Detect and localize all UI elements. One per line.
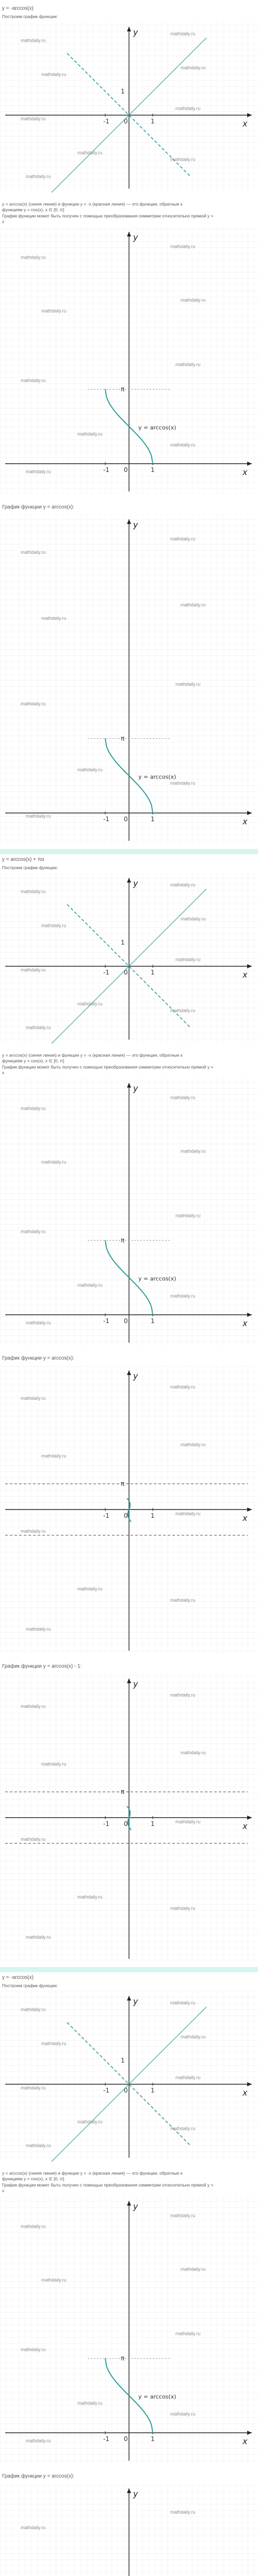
watermark: mathdaily.ru bbox=[181, 916, 206, 922]
watermark: mathdaily.ru bbox=[21, 255, 46, 260]
watermark: mathdaily.ru bbox=[41, 615, 67, 621]
x-tick-label: -1 bbox=[103, 2435, 109, 2443]
section-text: Построим график функции: bbox=[2, 14, 58, 19]
watermark: mathdaily.ru bbox=[170, 244, 196, 249]
graph-reflect-line bbox=[0, 22, 258, 193]
watermark: mathdaily.ru bbox=[21, 2224, 46, 2229]
x-tick-label: 1 bbox=[151, 2435, 155, 2443]
x-tick-label: -1 bbox=[103, 1512, 109, 1519]
y-tick-label: π bbox=[121, 2354, 125, 2362]
watermark: mathdaily.ru bbox=[77, 1282, 103, 1288]
section-8 bbox=[0, 2171, 258, 2464]
graph-arccos bbox=[0, 2196, 258, 2464]
watermark: mathdaily.ru bbox=[21, 116, 46, 122]
section-divider bbox=[0, 1967, 258, 1972]
x-axis-label: x bbox=[243, 467, 248, 477]
graph-tall bbox=[0, 2483, 258, 2576]
watermark: mathdaily.ru bbox=[175, 2331, 201, 2336]
watermark: mathdaily.ru bbox=[41, 923, 67, 928]
section-divider bbox=[0, 849, 258, 854]
watermark: mathdaily.ru bbox=[21, 378, 46, 383]
x-tick-label: -1 bbox=[103, 466, 109, 473]
section-text: Построим график функции: bbox=[2, 865, 58, 870]
watermark: mathdaily.ru bbox=[21, 1704, 46, 1709]
x-axis-label: x bbox=[243, 2436, 248, 2446]
x-tick-label: 0 bbox=[124, 969, 128, 976]
watermark: mathdaily.ru bbox=[41, 1159, 67, 1165]
x-axis-label: x bbox=[243, 1821, 248, 1831]
x-axis-label: x bbox=[243, 118, 248, 129]
y-axis-label: y bbox=[133, 878, 138, 888]
watermark: mathdaily.ru bbox=[175, 106, 201, 111]
watermark: mathdaily.ru bbox=[26, 813, 51, 819]
curve-label: y = arccos(x) bbox=[138, 773, 176, 781]
y-tick-label: π bbox=[121, 1480, 125, 1487]
watermark: mathdaily.ru bbox=[26, 469, 51, 474]
y-axis-label: y bbox=[133, 520, 138, 530]
section-heading: y = -arccos(x) bbox=[2, 1975, 34, 1980]
x-tick-label: 0 bbox=[124, 2435, 128, 2443]
x-axis-label: x bbox=[243, 1513, 248, 1523]
watermark: mathdaily.ru bbox=[26, 1935, 51, 1940]
watermark: mathdaily.ru bbox=[21, 2524, 46, 2530]
y-tick-label: 1 bbox=[121, 2057, 125, 2064]
section-text: y = arccos(x) (синяя линия) и функции y = -x (красная линия) — это функции, обратные к функциям y = cos(x), x ∈ [0, π] bbox=[2, 2171, 183, 2181]
x-tick-label: 1 bbox=[151, 969, 155, 976]
section-heading: График функции y = arccos(x): bbox=[2, 1355, 74, 1361]
section-5 bbox=[0, 1355, 258, 1654]
watermark: mathdaily.ru bbox=[41, 1453, 67, 1459]
section-heading: y = arccos(x) + πα bbox=[2, 857, 44, 862]
x-tick-label: 1 bbox=[151, 1317, 155, 1325]
watermark: mathdaily.ru bbox=[170, 31, 196, 37]
watermark: mathdaily.ru bbox=[26, 1626, 51, 1632]
watermark: mathdaily.ru bbox=[41, 1761, 67, 1767]
x-tick-label: -1 bbox=[103, 1317, 109, 1325]
y-tick-label: π bbox=[121, 1788, 125, 1795]
section-9 bbox=[0, 2473, 258, 2576]
x-tick-label: 1 bbox=[151, 816, 155, 823]
watermark: mathdaily.ru bbox=[21, 967, 46, 973]
x-tick-label: -1 bbox=[103, 2087, 109, 2094]
watermark: mathdaily.ru bbox=[77, 1586, 103, 1591]
watermark: mathdaily.ru bbox=[170, 882, 196, 888]
watermark: mathdaily.ru bbox=[175, 1213, 201, 1218]
section-6 bbox=[0, 1663, 258, 1972]
watermark: mathdaily.ru bbox=[77, 431, 103, 437]
watermark: mathdaily.ru bbox=[181, 1442, 206, 1447]
watermark: mathdaily.ru bbox=[170, 442, 196, 448]
section-text: y = arccos(x) (синяя линия) и функции y = -x (красная линия) — это функции, обратные к функциям y = cos(x), x ∈ [0, π] bbox=[2, 1053, 183, 1063]
watermark: mathdaily.ru bbox=[170, 1598, 196, 1603]
y-tick-label: 1 bbox=[121, 88, 125, 95]
x-axis-label: x bbox=[243, 817, 248, 826]
section-0 bbox=[0, 6, 258, 193]
watermark: mathdaily.ru bbox=[181, 2034, 206, 2040]
section-text: y = arccos(x) (синяя линия) и функции y = -x (красная линия) — это функции, обратные к функциям y = cos(x), x ∈ [0, π] bbox=[2, 201, 183, 212]
watermark: mathdaily.ru bbox=[21, 38, 46, 43]
watermark: mathdaily.ru bbox=[170, 536, 196, 542]
graph-dashed bbox=[0, 1365, 258, 1654]
section-text: График функции может быть получен с помощью преобразования симметрии относительно прямой y = x bbox=[2, 213, 214, 224]
watermark: mathdaily.ru bbox=[175, 1511, 201, 1517]
x-tick-label: 1 bbox=[151, 1512, 155, 1519]
watermark: mathdaily.ru bbox=[170, 2126, 196, 2131]
section-1 bbox=[0, 201, 258, 495]
watermark: mathdaily.ru bbox=[21, 2007, 46, 2012]
watermark: mathdaily.ru bbox=[26, 1025, 51, 1030]
y-tick-label: 1 bbox=[121, 939, 125, 946]
x-axis-label: x bbox=[243, 2088, 248, 2098]
watermark: mathdaily.ru bbox=[170, 1384, 196, 1389]
y-axis-label: y bbox=[133, 1679, 138, 1689]
watermark: mathdaily.ru bbox=[170, 1008, 196, 1013]
curve-label: y = arccos(x) bbox=[138, 424, 176, 431]
watermark: mathdaily.ru bbox=[175, 2075, 201, 2080]
watermark: mathdaily.ru bbox=[181, 2266, 206, 2272]
graph-arccos bbox=[0, 227, 258, 495]
watermark: mathdaily.ru bbox=[21, 2085, 46, 2091]
x-tick-label: -1 bbox=[103, 117, 109, 125]
graph-arccos-grid bbox=[0, 514, 258, 844]
watermark: mathdaily.ru bbox=[181, 602, 206, 608]
watermark: mathdaily.ru bbox=[170, 2213, 196, 2218]
section-text: Построим график функции: bbox=[2, 1983, 58, 1988]
y-axis-label: y bbox=[133, 2489, 138, 2499]
watermark: mathdaily.ru bbox=[170, 1692, 196, 1698]
watermark: mathdaily.ru bbox=[21, 1836, 46, 1842]
watermark: mathdaily.ru bbox=[21, 889, 46, 894]
y-axis-label: y bbox=[133, 2201, 138, 2211]
watermark: mathdaily.ru bbox=[21, 549, 46, 555]
x-tick-label: 1 bbox=[151, 1820, 155, 1827]
graph-dashed bbox=[0, 1673, 258, 1962]
x-tick-label: 0 bbox=[124, 816, 128, 823]
watermark: mathdaily.ru bbox=[77, 767, 103, 773]
watermark: mathdaily.ru bbox=[181, 297, 206, 303]
watermark: mathdaily.ru bbox=[26, 2143, 51, 2148]
x-tick-label: 1 bbox=[151, 466, 155, 473]
section-heading: График функции y = arccos(x): bbox=[2, 504, 74, 510]
x-tick-label: 0 bbox=[124, 2087, 128, 2094]
watermark: mathdaily.ru bbox=[77, 2119, 103, 2125]
watermark: mathdaily.ru bbox=[175, 681, 201, 687]
y-tick-label: π bbox=[121, 1236, 125, 1244]
watermark: mathdaily.ru bbox=[41, 72, 67, 77]
y-axis-label: y bbox=[133, 232, 138, 242]
section-4 bbox=[0, 1053, 258, 1346]
watermark: mathdaily.ru bbox=[21, 1106, 46, 1111]
watermark: mathdaily.ru bbox=[77, 150, 103, 156]
y-axis-label: y bbox=[133, 1371, 138, 1381]
section-text: График функции может быть получен с помощью преобразования симметрии относительно прямой y = x bbox=[2, 2182, 214, 2193]
watermark: mathdaily.ru bbox=[77, 2400, 103, 2406]
x-tick-label: 0 bbox=[124, 1512, 128, 1519]
watermark: mathdaily.ru bbox=[21, 1528, 46, 1534]
section-text: График функции может быть получен с помощью преобразования симметрии относительно прямой y = x bbox=[2, 1064, 214, 1075]
y-tick-label: π bbox=[121, 385, 125, 393]
x-tick-label: 0 bbox=[124, 1820, 128, 1827]
x-tick-label: 1 bbox=[151, 117, 155, 125]
curve-label: y = arccos(x) bbox=[138, 1275, 176, 1282]
watermark: mathdaily.ru bbox=[181, 65, 206, 71]
watermark: mathdaily.ru bbox=[175, 1819, 201, 1825]
watermark: mathdaily.ru bbox=[170, 780, 196, 786]
watermark: mathdaily.ru bbox=[77, 1894, 103, 1900]
watermark: mathdaily.ru bbox=[21, 2347, 46, 2352]
y-tick-label: π bbox=[121, 735, 125, 742]
x-tick-label: 0 bbox=[124, 1317, 128, 1325]
watermark: mathdaily.ru bbox=[175, 362, 201, 367]
graph-arccos bbox=[0, 1078, 258, 1346]
x-axis-label: x bbox=[243, 1318, 248, 1328]
section-3 bbox=[0, 857, 258, 1044]
watermark: mathdaily.ru bbox=[170, 1293, 196, 1299]
watermark: mathdaily.ru bbox=[41, 2041, 67, 2046]
x-tick-label: -1 bbox=[103, 969, 109, 976]
graph-reflect-line bbox=[0, 1991, 258, 2162]
section-heading: y = -arccos(x) bbox=[2, 6, 34, 11]
x-axis-label: x bbox=[243, 970, 248, 980]
watermark: mathdaily.ru bbox=[170, 2411, 196, 2417]
watermark: mathdaily.ru bbox=[170, 157, 196, 162]
watermark: mathdaily.ru bbox=[41, 308, 67, 314]
watermark: mathdaily.ru bbox=[170, 2000, 196, 2006]
y-axis-label: y bbox=[133, 1083, 138, 1093]
watermark: mathdaily.ru bbox=[181, 1148, 206, 1154]
watermark: mathdaily.ru bbox=[26, 1320, 51, 1326]
x-tick-label: -1 bbox=[103, 816, 109, 823]
watermark: mathdaily.ru bbox=[26, 2438, 51, 2444]
x-tick-label: -1 bbox=[103, 1820, 109, 1827]
watermark: mathdaily.ru bbox=[170, 1906, 196, 1911]
watermark: mathdaily.ru bbox=[21, 1229, 46, 1234]
curve-label: y = arccos(x) bbox=[138, 2393, 176, 2400]
graph-reflect-line bbox=[0, 873, 258, 1044]
section-heading: График функции y = arccos(x): bbox=[2, 2473, 74, 2479]
section-7 bbox=[0, 1975, 258, 2162]
watermark: mathdaily.ru bbox=[41, 2277, 67, 2283]
x-tick-label: 0 bbox=[124, 117, 128, 125]
y-axis-label: y bbox=[133, 27, 138, 37]
watermark: mathdaily.ru bbox=[26, 174, 51, 179]
watermark: mathdaily.ru bbox=[170, 2510, 196, 2515]
section-heading: График функции y = arccos(x) - 1: bbox=[2, 1664, 82, 1669]
x-tick-label: 0 bbox=[124, 466, 128, 473]
section-2 bbox=[0, 504, 258, 854]
watermark: mathdaily.ru bbox=[181, 1750, 206, 1755]
watermark: mathdaily.ru bbox=[21, 1396, 46, 1401]
x-tick-label: 1 bbox=[151, 2087, 155, 2094]
watermark: mathdaily.ru bbox=[77, 1001, 103, 1007]
y-axis-label: y bbox=[133, 1996, 138, 2006]
watermark: mathdaily.ru bbox=[21, 701, 46, 707]
watermark: mathdaily.ru bbox=[175, 957, 201, 962]
watermark: mathdaily.ru bbox=[170, 1095, 196, 1100]
